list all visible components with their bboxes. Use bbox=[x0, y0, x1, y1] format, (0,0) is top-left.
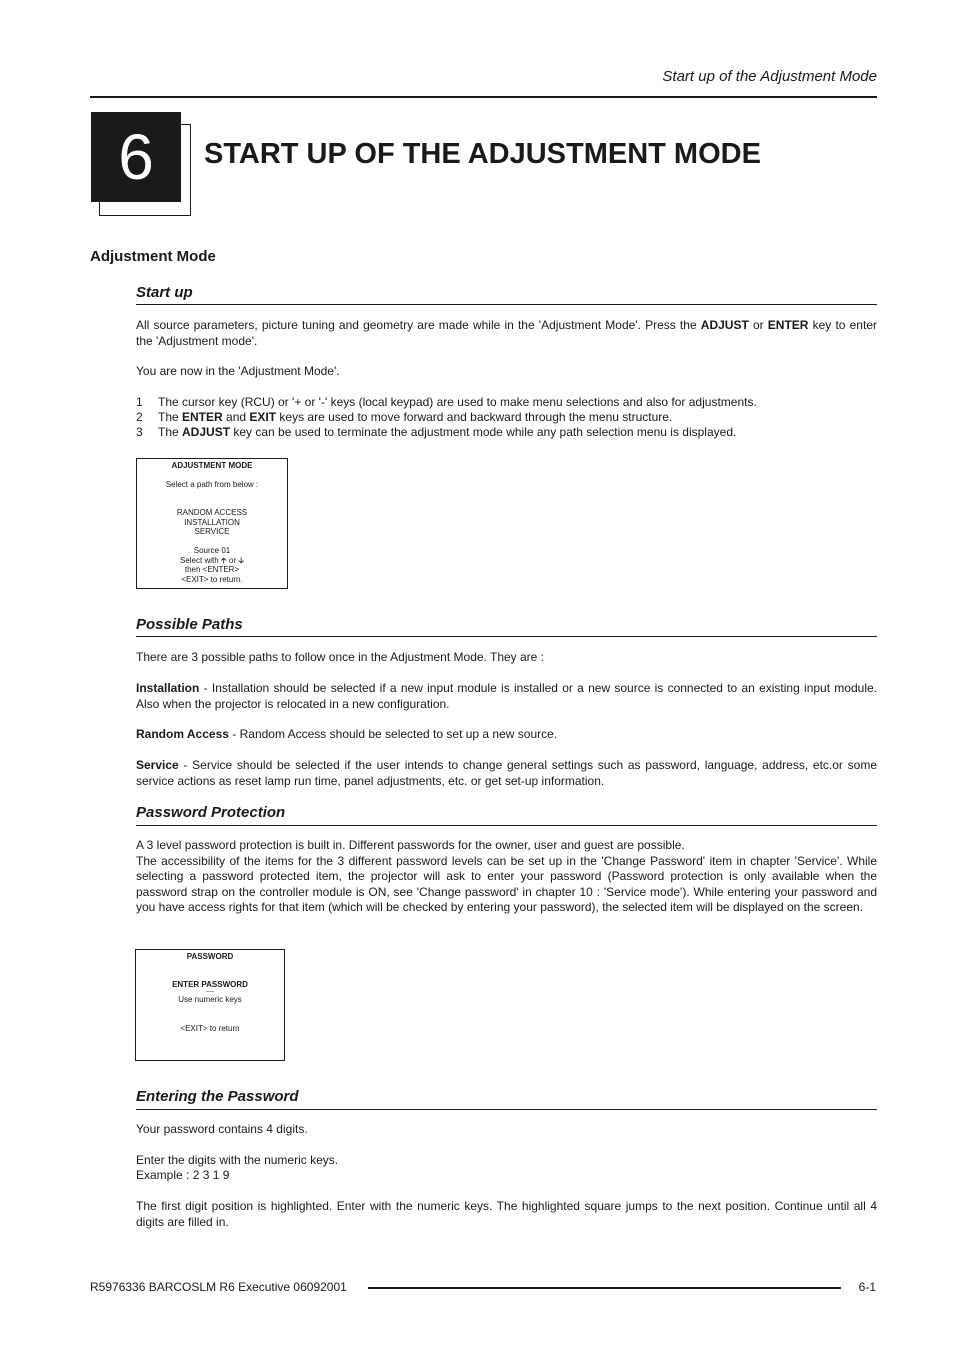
entering-p3: Example : 2 3 1 9 bbox=[136, 1168, 230, 1182]
adjustment-mode-menu bbox=[136, 458, 288, 589]
footer-rule bbox=[368, 1287, 841, 1289]
entering-p4: The first digit position is highlighted. Enter with the numeric keys. The highlighted square jumps to the next position. Continue until all 4 digits are filled in. bbox=[136, 1199, 877, 1229]
entering-heading: Entering the Password bbox=[136, 1088, 299, 1105]
entering-p2: Enter the digits with the numeric keys. bbox=[136, 1153, 339, 1167]
password-menu-title: PASSWORD bbox=[186, 952, 234, 961]
section-title: Adjustment Mode bbox=[90, 248, 216, 265]
password-rule bbox=[136, 825, 877, 826]
password-menu-enter: ENTER PASSWORD bbox=[172, 979, 248, 989]
random-access-text: - Random Access should be selected to set up a new source. bbox=[228, 727, 558, 741]
list-num: 1 bbox=[136, 395, 143, 409]
list-pre: The bbox=[158, 410, 183, 425]
chapter-title: START UP OF THE ADJUSTMENT MODE bbox=[204, 138, 761, 170]
service-label: Service bbox=[136, 758, 179, 772]
startup-intro bbox=[136, 318, 877, 349]
intro-text: All source parameters, picture tuning and geometry are made while in the 'Adjustment Mode'. Press the bbox=[136, 318, 701, 332]
password-line1: A 3 level password protection is built in. Different passwords for the owner, user and guest are possible. bbox=[136, 838, 685, 852]
menu-exit: <EXIT> to return. bbox=[181, 574, 243, 584]
menu-item-service[interactable]: SERVICE bbox=[194, 527, 230, 537]
installation-label: Installation bbox=[136, 681, 200, 695]
enter-key: ENTER bbox=[767, 318, 809, 332]
menu-title: ADJUSTMENT MODE bbox=[171, 461, 253, 470]
list-mid: and bbox=[222, 410, 250, 425]
intro-post: key to enter the 'Adjustment mode'. bbox=[136, 318, 877, 348]
menu-select-line bbox=[137, 556, 287, 566]
list-text bbox=[158, 410, 672, 425]
startup-heading: Start up bbox=[136, 284, 193, 301]
password-menu-use: Use numeric keys bbox=[178, 995, 242, 1005]
paths-service bbox=[136, 758, 877, 789]
list-text bbox=[158, 425, 736, 440]
list-mid: key can be used to terminate the adjustment mode while any path selection menu is displayed. bbox=[230, 425, 737, 440]
chapter-number: 6 bbox=[91, 112, 181, 202]
menu-item-installation[interactable]: INSTALLATION bbox=[184, 517, 240, 527]
list-bold: EXIT bbox=[249, 410, 277, 425]
paths-heading: Possible Paths bbox=[136, 616, 243, 633]
list-item bbox=[136, 425, 877, 440]
startup-now-in: You are now in the 'Adjustment Mode'. bbox=[136, 364, 340, 378]
select-text: Select with bbox=[179, 555, 219, 565]
select-or: or bbox=[228, 555, 237, 565]
menu-item-random-access[interactable]: RANDOM ACCESS bbox=[176, 508, 248, 518]
list-bold: ADJUST bbox=[182, 425, 231, 440]
list-num: 2 bbox=[136, 410, 143, 425]
menu-source: Source 01 bbox=[193, 545, 231, 555]
list-num: 3 bbox=[136, 425, 143, 440]
header-rule bbox=[90, 96, 877, 98]
service-text: - Service should be selected if the user intends to change general settings such as password, language, address, etc.or some service actions as reset lamp run time, panel adjustments, etc. or get set-up information. bbox=[136, 758, 877, 788]
list-item bbox=[136, 395, 877, 410]
paths-rule bbox=[136, 636, 877, 637]
startup-rule bbox=[136, 304, 877, 305]
entering-rule bbox=[136, 1109, 877, 1110]
startup-list bbox=[136, 395, 877, 441]
list-post: keys are used to move forward and backward through the menu structure. bbox=[276, 410, 673, 425]
password-menu-exit: <EXIT> to return bbox=[180, 1023, 240, 1033]
paths-intro: There are 3 possible paths to follow once in the Adjustment Mode. They are : bbox=[136, 650, 545, 664]
menu-then: then <ENTER> bbox=[184, 565, 240, 575]
running-header: Start up of the Adjustment Mode bbox=[662, 68, 877, 85]
entering-p1: Your password contains 4 digits. bbox=[136, 1122, 308, 1136]
list-pre: The bbox=[158, 425, 183, 440]
list-text: The cursor key (RCU) or '+ or '-' keys (local keypad) are used to make menu selections and also for adjustments. bbox=[158, 395, 757, 409]
password-digits[interactable]: ---- bbox=[206, 989, 214, 996]
intro-or: or bbox=[748, 318, 768, 332]
arrow-down-icon: 🡣 bbox=[238, 555, 244, 565]
adjust-key: ADJUST bbox=[700, 318, 749, 332]
list-item bbox=[136, 410, 877, 425]
installation-text: - Installation should be selected if a new input module is installed or a new source is connected to an existing input module. Also when the projector is relocated in a new configuration. bbox=[136, 681, 877, 711]
menu-prompt: Select a path from below : bbox=[165, 479, 259, 489]
password-body: The accessibility of the items for the 3 different password levels can be set up in the 'Change Password' item in chapter 'Service'. While selecting a password protected item, the projector will ask to enter your password (Password protection is only available when the password strap on the controller module is ON, see 'Change password' in chapter 10 : 'Service mode'). While entering your password and you have access rights for that item (which will be checked by entering your password), the selected item will be displayed on the screen. bbox=[136, 853, 877, 914]
random-access-label: Random Access bbox=[136, 727, 229, 741]
paths-random-access bbox=[136, 727, 877, 743]
password-menu bbox=[135, 949, 285, 1061]
paths-installation bbox=[136, 681, 877, 712]
arrow-up-icon: 🡡 bbox=[220, 555, 227, 565]
page-number: 6-1 bbox=[858, 1280, 876, 1294]
footer-doc-id: R5976336 BARCOSLM R6 Executive 06092001 bbox=[90, 1280, 347, 1294]
list-bold: ENTER bbox=[182, 410, 223, 425]
password-heading: Password Protection bbox=[136, 804, 286, 821]
